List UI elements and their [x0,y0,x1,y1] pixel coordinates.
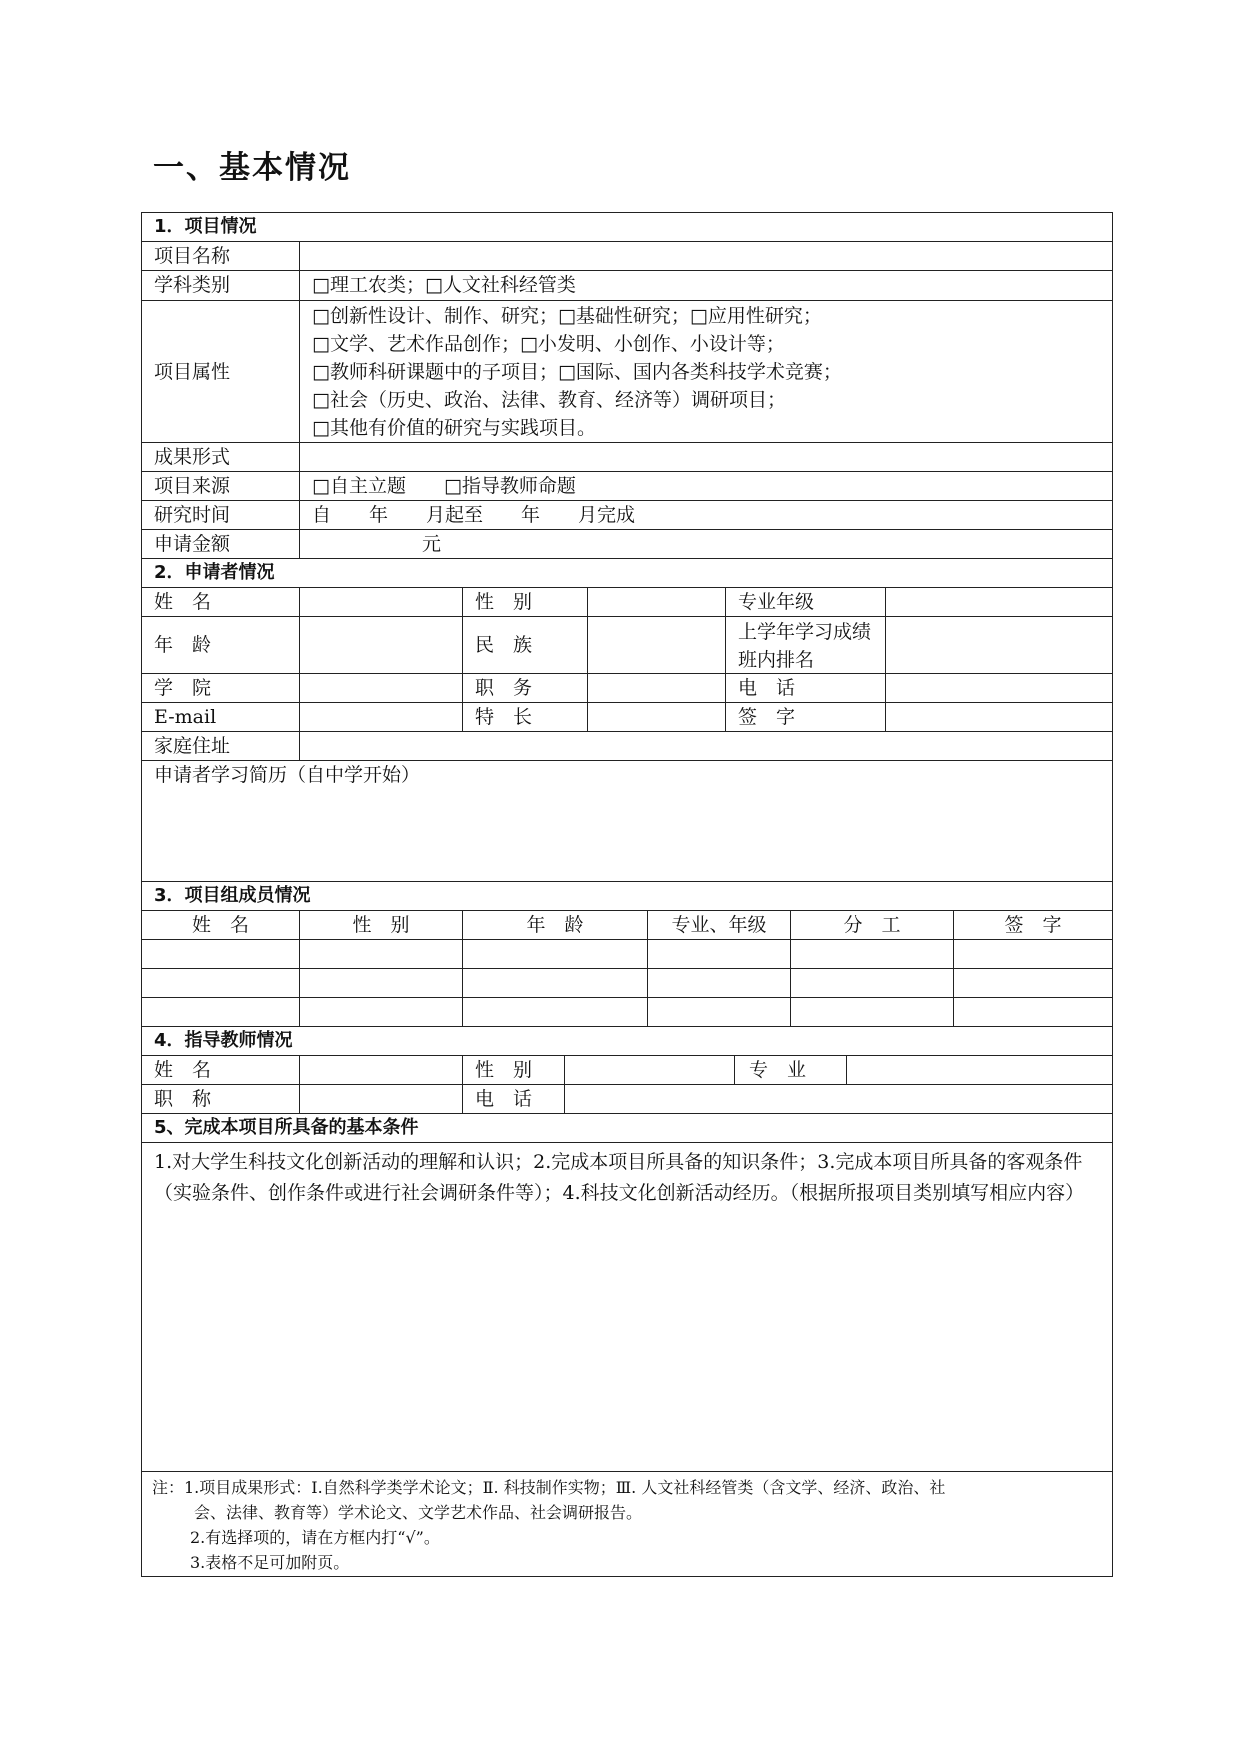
applicant-post-label: 职 务 [463,674,588,702]
advisor-name-label: 姓 名 [142,1056,300,1084]
attribute-row [142,301,1112,443]
amount-field[interactable]: 元 [422,533,442,555]
resume-field[interactable] [142,761,1112,881]
applicant-college-field[interactable] [300,674,463,702]
applicant-nation-label: 民 族 [463,617,588,673]
conditions-field[interactable] [142,1143,1112,1471]
time-label: 研究时间 [142,501,300,529]
address-label: 家庭住址 [142,732,300,760]
members-header-row [142,911,1112,940]
advisor-rank-label: 职 称 [142,1085,300,1113]
applicant-rank-field[interactable] [886,617,1112,673]
section-2-header [142,559,1112,588]
member-cell[interactable] [463,998,648,1026]
section-5-header [142,1114,1112,1143]
advisor-phone-field[interactable] [565,1085,1112,1113]
member-cell[interactable] [791,998,954,1026]
members-col-role: 分 工 [791,911,954,939]
note-line-1: 注：1.项目成果形式：Ⅰ.自然科学类学术论文；Ⅱ. 科技制作实物；Ⅲ. 人文社科经管类（含文学、经济、政治、社 [152,1478,946,1497]
project-name-label: 项目名称 [142,242,300,270]
advisor-row-1 [142,1056,1112,1085]
advisor-phone-label: 电 话 [463,1085,565,1113]
attribute-line-3[interactable]: □教师科研课题中的子项目；□国际、国内各类科技学术竞赛； [312,361,842,383]
applicant-email-field[interactable] [300,703,463,731]
time-row [142,501,1112,530]
applicant-name-field[interactable] [300,588,463,616]
advisor-major-label: 专 业 [735,1056,847,1084]
note-line-2: 会、法律、教育等）学术论文、文学艺术作品、社会调研报告。 [194,1503,643,1522]
applicant-row-4 [142,703,1112,732]
applicant-major-label: 专业年级 [726,588,886,616]
member-cell[interactable] [791,969,954,997]
result-row [142,443,1112,472]
members-col-age: 年 龄 [463,911,648,939]
note-line-4: 3.表格不足可加附页。 [190,1553,350,1572]
conditions-instructions: 1.对大学生科技文化创新活动的理解和认识；2.完成本项目所具备的知识条件；3.完成本项目所具备的客观条件（实验条件、创作条件或进行社会调研条件等）；4.科技文化创新活动经历。（根据所报项目类别填写相应内容） [154,1151,1085,1204]
advisor-gender-label: 性 别 [463,1056,565,1084]
applicant-nation-field[interactable] [588,617,726,673]
advisor-major-field[interactable] [847,1056,1112,1084]
applicant-row-2 [142,617,1112,674]
applicant-email-label: E-mail [142,703,300,731]
applicant-age-label: 年 龄 [142,617,300,673]
attribute-line-1[interactable]: □创新性设计、制作、研究；□基础性研究；□应用性研究； [312,305,822,327]
application-form [141,212,1113,1577]
member-cell[interactable] [954,969,1112,997]
amount-row [142,530,1112,559]
section-5-title: 5、完成本项目所具备的基本条件 [154,1117,419,1138]
project-name-row [142,242,1112,271]
member-cell[interactable] [954,998,1112,1026]
table-row [142,940,1112,969]
applicant-row-1 [142,588,1112,617]
section-4-title: 4．指导教师情况 [154,1030,293,1051]
member-cell[interactable] [463,940,648,968]
attribute-label: 项目属性 [142,301,300,442]
advisor-gender-field[interactable] [565,1056,735,1084]
source-row [142,472,1112,501]
advisor-name-field[interactable] [300,1056,463,1084]
result-field[interactable] [300,443,1112,471]
table-row [142,998,1112,1027]
member-cell[interactable] [300,969,463,997]
applicant-rank-label: 上学年学习成绩班内排名 [726,617,886,673]
member-cell[interactable] [300,940,463,968]
note-line-3: 2.有选择项的，请在方框内打“√”。 [190,1528,440,1547]
applicant-talent-field[interactable] [588,703,726,731]
applicant-gender-field[interactable] [588,588,726,616]
applicant-age-field[interactable] [300,617,463,673]
source-options[interactable]: □自主立题 □指导教师命题 [312,475,576,497]
attribute-options[interactable] [300,301,1112,442]
applicant-phone-field[interactable] [886,674,1112,702]
section-3-title: 3．项目组成员情况 [154,885,311,906]
attribute-line-4[interactable]: □社会（历史、政治、法律、教育、经济等）调研项目； [312,389,786,411]
applicant-major-field[interactable] [886,588,1112,616]
project-name-field[interactable] [300,242,1112,270]
subject-label: 学科类别 [142,271,300,300]
members-col-major: 专业、年级 [648,911,791,939]
section-1-header [142,213,1112,242]
member-cell[interactable] [648,940,791,968]
members-col-sign: 签 字 [1004,914,1062,936]
section-4-header [142,1027,1112,1056]
section-2-title: 2．申请者情况 [154,562,275,583]
subject-options[interactable]: □理工农类；□人文社科经管类 [312,274,576,296]
applicant-row-3 [142,674,1112,703]
result-label: 成果形式 [142,443,300,471]
member-cell[interactable] [142,998,300,1026]
member-cell[interactable] [300,998,463,1026]
notes-row [142,1472,1112,1576]
member-cell[interactable] [791,940,954,968]
member-cell[interactable] [954,940,1112,968]
resume-label: 申请者学习简历（自中学开始） [154,764,421,786]
applicant-name-label: 姓 名 [142,588,300,616]
conditions-row [142,1143,1112,1472]
applicant-phone-label: 电 话 [726,674,886,702]
applicant-sign-field[interactable] [886,703,1112,731]
address-field[interactable] [300,732,1112,760]
address-row [142,732,1112,761]
applicant-college-label: 学 院 [142,674,300,702]
source-label: 项目来源 [142,472,300,500]
member-cell[interactable] [142,969,300,997]
attribute-line-2[interactable]: □文学、艺术作品创作；□小发明、小创作、小设计等； [312,333,785,355]
amount-label: 申请金额 [142,530,300,558]
members-col-gender: 性 别 [300,911,463,939]
time-field[interactable]: 自 年 月起至 年 月完成 [312,504,636,526]
advisor-row-2 [142,1085,1112,1114]
resume-row [142,761,1112,882]
member-cell[interactable] [463,969,648,997]
member-cell[interactable] [648,969,791,997]
notes-block [142,1472,1112,1576]
applicant-gender-label: 性 别 [463,588,588,616]
table-row [142,969,1112,998]
applicant-talent-label: 特 长 [463,703,588,731]
applicant-post-field[interactable] [588,674,726,702]
section-1-title: 1．项目情况 [154,216,257,237]
subject-row [142,271,1112,301]
applicant-sign-label: 签 字 [726,703,886,731]
members-col-name: 姓 名 [142,911,300,939]
section-3-header [142,882,1112,911]
member-cell[interactable] [648,998,791,1026]
member-cell[interactable] [142,940,300,968]
advisor-rank-field[interactable] [300,1085,463,1113]
page-heading: 一、基本情况 [153,150,351,186]
attribute-line-5[interactable]: □其他有价值的研究与实践项目。 [312,417,596,439]
